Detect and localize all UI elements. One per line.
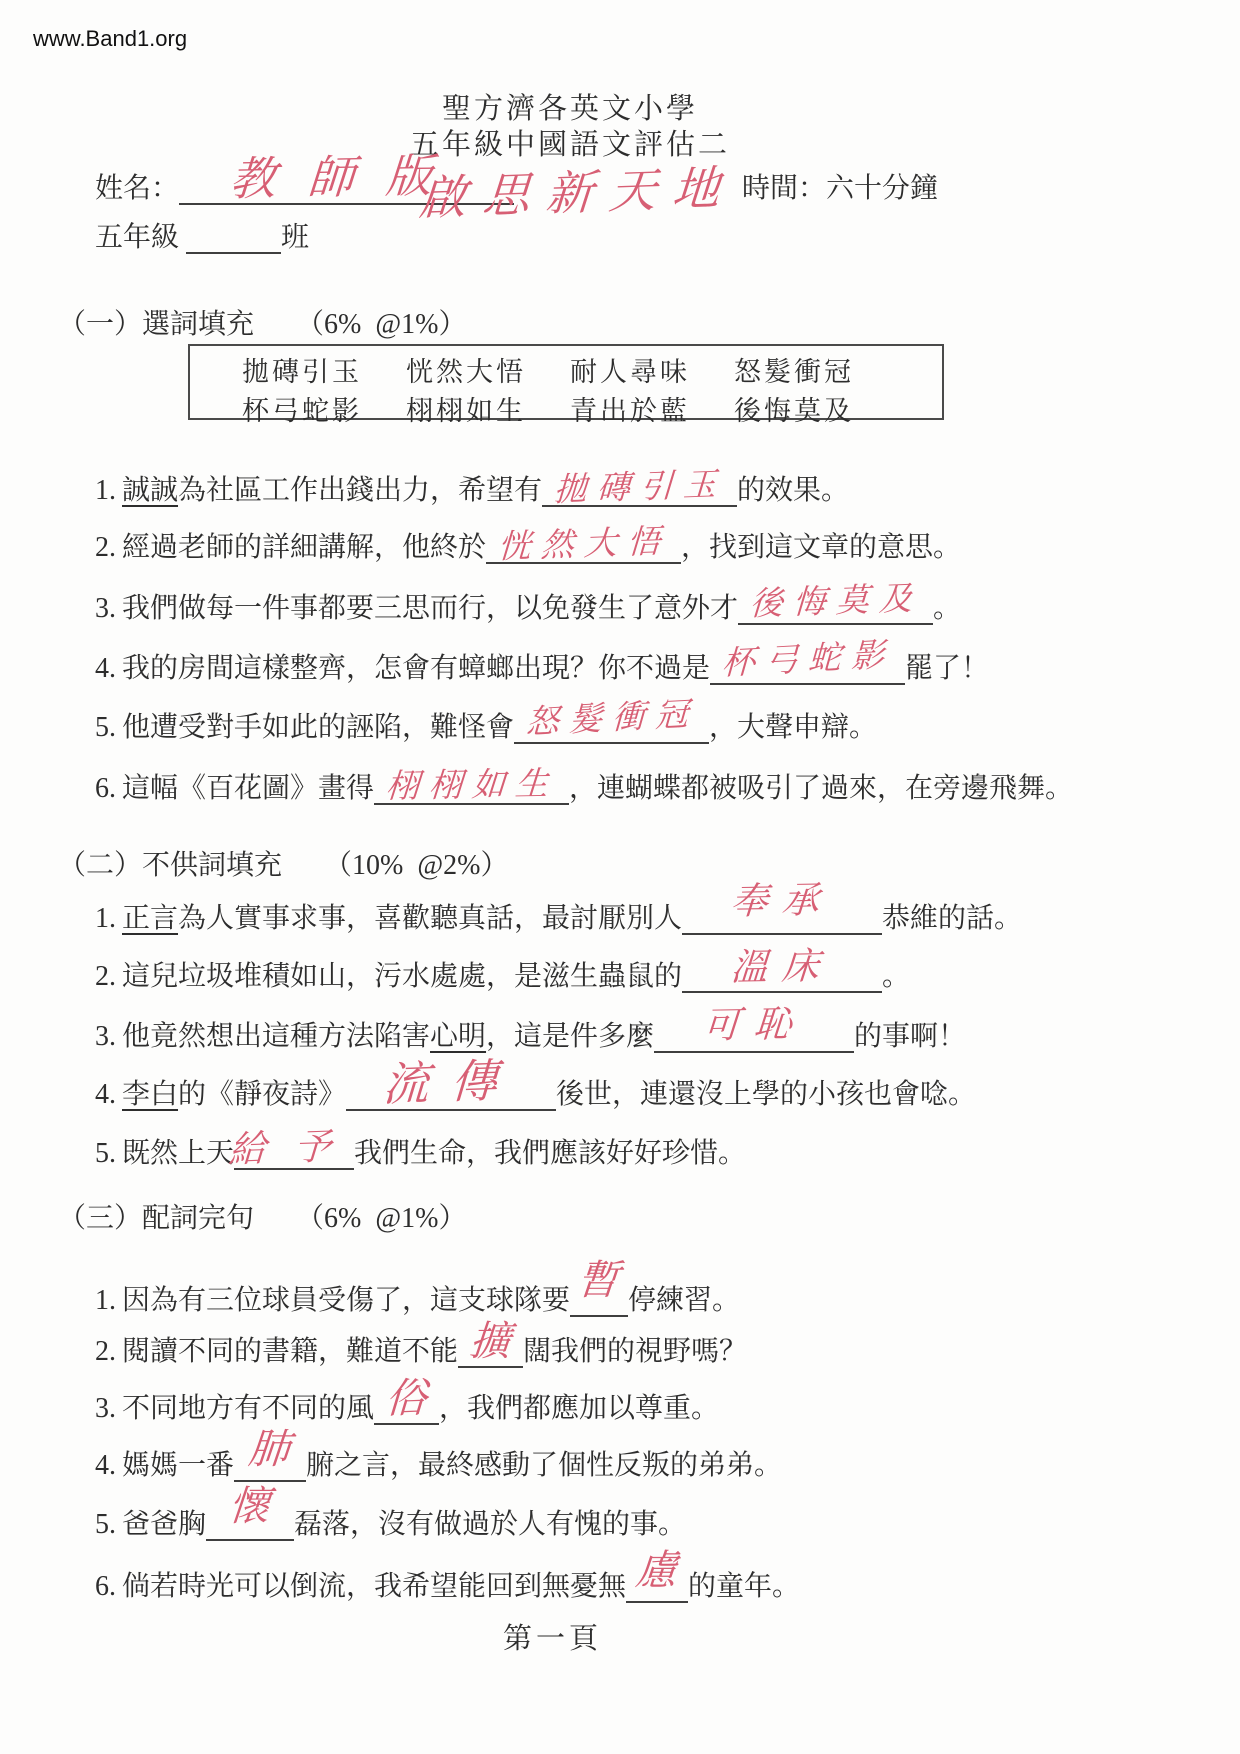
question-text: 我的房間這樣整齊，怎會有蟑螂出現？你不過是 <box>122 653 711 684</box>
section2-title: （二）不供詞填充 <box>58 850 283 881</box>
handwritten-series-note: 啟思新天地 <box>417 160 738 227</box>
question-post: ，大聲申辯。 <box>709 712 878 743</box>
answer-blank <box>570 1256 628 1317</box>
question-number: 5. <box>95 1509 116 1540</box>
answer-blank <box>374 1373 439 1425</box>
question-row <box>95 1546 801 1604</box>
underlined-word: 正言 <box>122 903 179 934</box>
answer-blank <box>374 763 569 806</box>
word-bank-item: 耐人尋味 <box>570 357 690 387</box>
handwritten-answer: 擴 <box>466 1317 515 1365</box>
question-number: 4. <box>95 653 116 684</box>
question-text: 他遭受對手如此的誣陷，難怪會 <box>122 712 515 743</box>
answer-blank <box>542 464 737 509</box>
question-text: ，這是件多麼 <box>486 1021 655 1052</box>
question-text: 我們做每一件事都要三思而行，以免發生了意外才 <box>122 593 739 624</box>
section1-score: （6% @1%） <box>296 309 467 340</box>
handwritten-answer: 杯弓蛇影 <box>720 634 895 683</box>
question-post: 腑之言，最終感動了個性反叛的弟弟。 <box>306 1450 783 1481</box>
question-text: 的《靜夜詩》 <box>178 1079 347 1110</box>
word-bank-item: 青出於藍 <box>570 396 690 426</box>
question-text: 這幅《百花圖》畫得 <box>122 773 375 804</box>
question-number: 2. <box>95 532 116 563</box>
handwritten-answer: 恍然大悟 <box>496 521 671 566</box>
question-post: 後世，連還沒上學的小孩也會唸。 <box>556 1079 977 1110</box>
question-number: 3. <box>95 593 116 624</box>
question-number: 6. <box>95 1571 116 1602</box>
handwritten-answer: 肺 <box>246 1425 294 1473</box>
underlined-word: 誠誠 <box>122 475 179 506</box>
question-row <box>95 634 990 686</box>
underlined-word: 李白 <box>122 1079 179 1110</box>
time-allowed: 時間：六十分鐘 <box>742 173 939 204</box>
question-number: 3. <box>95 1021 116 1052</box>
question-text: 這兒垃圾堆積如山，污水處處，是滋生蟲鼠的 <box>122 961 683 992</box>
word-bank-row <box>242 350 854 389</box>
question-post: ，連蝴蝶都被吸引了過來，在旁邊飛舞。 <box>569 773 1074 804</box>
handwritten-answer: 溫床 <box>729 944 835 989</box>
question-row <box>95 464 850 509</box>
handwritten-answer: 給予 <box>227 1123 361 1172</box>
handwritten-answer: 流傳 <box>381 1052 521 1112</box>
answer-blank <box>234 1425 306 1482</box>
answer-blank <box>710 634 905 685</box>
watermark-url: www.Band1.org <box>33 26 188 51</box>
grade-label: 五年級 <box>95 222 180 253</box>
question-text: 倘若時光可以倒流，我希望能回到無憂無 <box>122 1571 627 1602</box>
question-text: 既然上天 <box>122 1138 235 1169</box>
word-bank-box <box>188 344 944 426</box>
word-bank-item: 恍然大悟 <box>406 357 526 387</box>
exam-title: 五年級中國語文評估二 <box>409 129 730 161</box>
question-number: 1. <box>95 903 116 934</box>
question-post: ，找到這文章的意思。 <box>681 532 962 563</box>
question-text: 為社區工作出錢出力，希望有 <box>178 475 543 506</box>
question-number: 3. <box>95 1393 116 1424</box>
question-post: 罷了！ <box>905 653 990 684</box>
class-label: 班 <box>281 222 310 253</box>
section3-header <box>58 1196 466 1236</box>
handwritten-name: 教師版 <box>227 147 466 207</box>
question-text: 經過老師的詳細講解，他終於 <box>122 532 487 563</box>
question-text: 閱讀不同的書籍，難道不能 <box>122 1336 459 1367</box>
question-row <box>95 763 1074 806</box>
question-row <box>95 1256 741 1318</box>
question-text: 爸爸胸 <box>122 1509 207 1540</box>
question-row <box>95 693 878 745</box>
handwritten-answer: 慮 <box>633 1546 681 1594</box>
question-text: 不同地方有不同的風 <box>122 1393 375 1424</box>
grade-class-row <box>95 215 309 255</box>
section3-title: （三）配詞完句 <box>58 1203 255 1234</box>
question-number: 2. <box>95 1336 116 1367</box>
question-text: 媽媽一番 <box>122 1450 235 1481</box>
school-name: 聖方濟各英文小學 <box>441 93 698 125</box>
question-post: ，我們都應加以尊重。 <box>439 1393 720 1424</box>
section2-header <box>58 843 508 883</box>
handwritten-answer: 可恥 <box>701 1002 807 1047</box>
answer-blank <box>486 521 681 566</box>
question-number: 4. <box>95 1079 116 1110</box>
underlined-word: 心明 <box>430 1021 487 1052</box>
question-number: 5. <box>95 1138 116 1169</box>
question-row <box>95 1317 748 1369</box>
question-post: 。 <box>882 961 911 992</box>
question-number: 1. <box>95 1285 116 1316</box>
question-row <box>95 1123 747 1172</box>
answer-blank <box>514 693 709 744</box>
question-number: 2. <box>95 961 116 992</box>
section3-score: （6% @1%） <box>296 1203 467 1234</box>
question-row <box>95 1052 977 1112</box>
question-post: 。 <box>933 593 962 624</box>
question-post: 停練習。 <box>628 1285 741 1316</box>
question-row <box>95 1002 967 1054</box>
question-number: 6. <box>95 773 116 804</box>
question-post: 闊我們的視野嗎？ <box>523 1336 748 1367</box>
handwritten-answer: 懷 <box>226 1482 274 1530</box>
question-number: 4. <box>95 1450 116 1481</box>
question-text: 因為有三位球員受傷了，這支球隊要 <box>122 1285 571 1316</box>
class-blank <box>186 218 281 254</box>
answer-blank <box>682 944 882 993</box>
question-post: 磊落，沒有做過於人有愧的事。 <box>294 1509 687 1540</box>
question-post: 的效果。 <box>737 475 850 506</box>
page-number: 第一頁 <box>502 1623 602 1655</box>
word-bank-item: 栩栩如生 <box>406 396 526 426</box>
question-row <box>95 521 962 566</box>
question-number: 5. <box>95 712 116 743</box>
word-bank-row <box>242 389 854 428</box>
section1-header <box>58 302 466 342</box>
answer-blank <box>227 1123 361 1172</box>
handwritten-answer: 俗 <box>383 1373 430 1423</box>
question-row <box>95 1482 687 1542</box>
name-label: 姓名： <box>95 173 180 204</box>
question-number: 1. <box>95 475 116 506</box>
answer-blank <box>458 1317 523 1368</box>
question-post: 恭維的話。 <box>882 903 1023 934</box>
question-row <box>95 1373 720 1426</box>
question-row <box>95 578 962 626</box>
answer-blank <box>738 578 933 625</box>
answer-blank <box>626 1546 688 1603</box>
section2-score: （10% @2%） <box>324 850 509 881</box>
question-row <box>95 1425 783 1483</box>
question-post: 的童年。 <box>688 1571 801 1602</box>
answer-blank <box>206 1482 294 1541</box>
question-row <box>95 944 911 994</box>
question-row <box>95 878 1023 936</box>
section1-title: （一）選詞填充 <box>58 309 255 340</box>
question-post: 的事啊！ <box>854 1021 967 1052</box>
word-bank-item: 怒髮衝冠 <box>734 357 854 387</box>
answer-blank <box>346 1052 556 1112</box>
answer-blank <box>682 878 882 935</box>
answer-blank <box>654 1002 854 1053</box>
word-bank-item: 後悔莫及 <box>734 396 854 426</box>
handwritten-answer: 奉承 <box>729 878 835 923</box>
handwritten-answer: 暫 <box>575 1256 623 1304</box>
question-text-a: 他竟然想出這種方法陷害 <box>122 1021 431 1052</box>
word-bank-item: 杯弓蛇影 <box>242 396 362 426</box>
handwritten-answer: 後悔莫及 <box>748 578 923 623</box>
question-post: 我們生命，我們應該好好珍惜。 <box>354 1138 747 1169</box>
question-text: 為人實事求事，喜歡聽真話，最討厭別人 <box>178 903 683 934</box>
handwritten-answer: 怒髮衝冠 <box>524 693 699 742</box>
handwritten-answer: 拋磚引玉 <box>552 464 727 509</box>
handwritten-answer: 栩栩如生 <box>384 763 559 806</box>
word-bank-item: 拋磚引玉 <box>242 357 362 387</box>
